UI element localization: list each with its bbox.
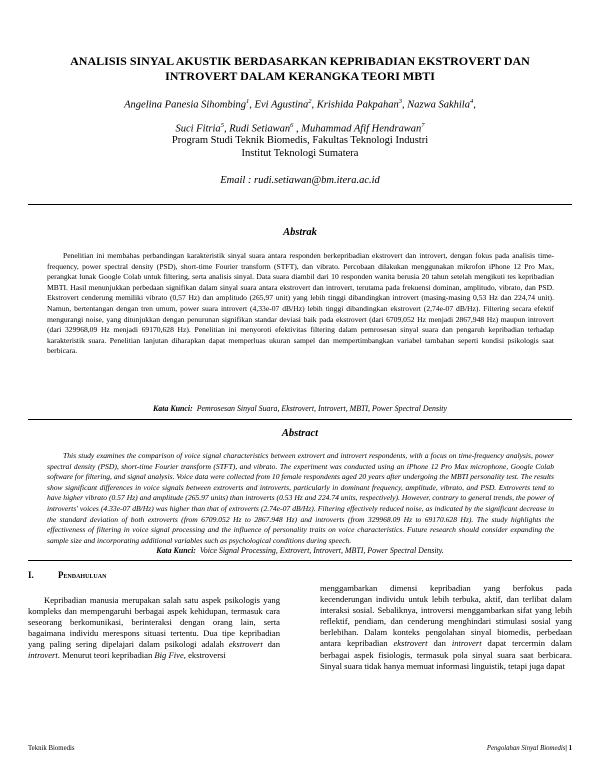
footer-left: Teknik Biomedis (28, 745, 75, 752)
affiliation: Program Studi Teknik Biomedis, Fakultas Teknologi Industri Institut Teknologi Sumatera (171, 135, 429, 159)
author: Evi Agustina (254, 99, 309, 111)
abstract-keywords: Kata Kunci: Voice Signal Processing, Extrovert, Introvert, MBTI, Power Spectral Density. (156, 546, 444, 555)
abstract-heading: Abstract (281, 428, 319, 439)
footer-right: Pengolahan Sinyal Biomedis| 1 (486, 745, 572, 752)
body-column-right (320, 583, 572, 672)
author-list: Angelina Panesia Sihombing$^1$, Evi Agustina$^2$, Krishida Pakpahan$^3$, Nazwa Sakhila$^4$, Suci Fitria$^5$, Rudi Setiawan$^6$ , Muhammad Afif Hendrawan$^7$ (124, 98, 476, 134)
section-heading: I. Pendahuluan (28, 570, 107, 580)
author: Nazwa Sakhila (407, 99, 470, 111)
paragraph: Kepribadian manusia merupakan salah satu aspek psikologis yang kompleks dan mempengaruhi berbagai aspek kehidupan, termasuk cara seseorang berkomunikasi, berinteraksi dengan orang lain, serta bagaimana individu merespons situasi tertentu. Dua tipe kepribadian yang paling sering dipelajari dalam psikologi adalah ekstrovert dan introvert. Menurut teori kepribadian Big Five, ekstroversi (28, 595, 280, 661)
author: Angelina Panesia Sihombing (124, 99, 247, 111)
divider (28, 419, 572, 420)
author: Muhammad Afif Hendrawan (301, 123, 422, 134)
divider (28, 204, 572, 205)
abstrak-keywords: Kata Kunci: Pemrosesan Sinyal Suara, Ekstrovert, Introvert, MBTI, Power Spectral Density (153, 404, 447, 413)
abstrak-heading: Abstrak (283, 227, 317, 238)
abstrak-text: Penelitian ini membahas perbandingan karakteristik sinyal suara antara responden berkepribadian ekstrovert dan introvert, dengan fokus pada analisis time-frequency, power spectral density (PSD), short-time Fourier transform (STFT), dan vibrato. Percobaan dilakukan menggunakan mikrofon iPhone 12 Pro Max, perangkat lunak Google Colab untuk filtering, serta analisis sinyal. Data suara diambil dari 10 responden wanita berusia 20 tahun setelah mengikuti tes kepribadian MBTI. Hasil menunjukkan perbedaan signifikan dalam sinyal suara antara ekstrovert dan introvert, terutama pada frekuensi dominan, amplitudo, vibrato, dan PSD. Ekstrovert cenderung memiliki vibrato (0,57 Hz) dan amplitudo (265,97 unit) yang lebih tinggi dibandingkan introvert (masing-masing 0,53 Hz dan 224,74 unit). Namun, bertentangan dengan tren umum, power suara introvert (4,33e-07 dB/Hz) lebih tinggi dibandingkan ekstrovert (2,74e-07 dB/Hz). Filtering secara efektif mengurangi noise, yang ditunjukkan dengan penurunan signifikan standar deviasi baik pada ekstrovert (dari 6709,052 Hz menjadi 2867,948 Hz) maupun introvert (dari 329968,09 Hz menjadi 69170,628 Hz). Penelitian ini menyoroti efektivitas filtering dalam pemrosesan sinyal suara dan pengaruh kepribadian terhadap karakteristik suara. Penelitian lanjutan diharapkan dapat memperluas ukuran sampel dan mempertimbangkan variabel tambahan seperti kondisi psikologis saat berbicara. (47, 251, 554, 356)
author-email: Email : rudi.setiawan@bm.itera.ac.id (220, 175, 380, 186)
author: Krishida Pakpahan (316, 99, 399, 111)
abstract-text: This study examines the comparison of voice signal characteristics between extrovert and introvert respondents, with a focus on time-frequency analysis, power spectral density (PSD), short-time Fourier transform (STFT), and vibrato. The experiment was conducted using an iPhone 12 Pro Max microphone, Google Colab software for filtering, and signal analysis. Voice data were collected from 10 female respondents aged 20 years after undergoing the MBTI personality test. The results show significant differences in voice signals between extroverts and introverts, particularly in dominant frequency, amplitude, vibrato, and PSD. Extroverts tend to have higher vibrato (0.57 Hz) and amplitude (265.97 units) than introverts (0.53 Hz and 224.74 units, respectively). However, contrary to general trends, the power of introverts' voices (4.33e-07 dB/Hz) was higher than that of extroverts (2.74e-07 dB/Hz). Filtering effectively reduced noise, as indicated by the significant decrease in the standard deviation of both extroverts (from 6709.052 Hz to 2867.948 Hz) and introverts (from 329968.09 Hz to 69170.628 Hz). The study highlights the effectiveness of filtering in voice signal processing and the influence of personality traits on voice characteristics. Future research should consider expanding the sample size and incorporating additional variables such as psychological conditions during speech. (47, 451, 554, 545)
paper-title: ANALISIS SINYAL AKUSTIK BERDASARKAN KEPRIBADIAN EKSTROVERT DAN INTROVERT DALAM KERANGKA TEORI MBTI (70, 54, 530, 83)
author: Rudi Setiawan (229, 123, 291, 134)
divider (28, 560, 572, 561)
paragraph: menggambarkan dimensi kepribadian yang berfokus pada kecenderungan individu untuk lebih terbuka, aktif, dan terlibat dalam interaksi sosial. Sebaliknya, introversi menggambarkan sifat yang lebih reflektif, pendiam, dan cenderung menghindari stimulasi sosial yang berlebihan. Dalam konteks pengolahan sinyal biomedis, perbedaan antara kepribadian ekstrovert dan introvert dapat tercermin dalam berbagai aspek fisiologis, termasuk pola sinyal suara saat berbicara. Sinyal suara tidak hanya memuat informasi linguistik, tetapi juga dapat (320, 583, 572, 671)
body-column-left (28, 595, 280, 662)
author: Suci Fitria (175, 123, 221, 134)
